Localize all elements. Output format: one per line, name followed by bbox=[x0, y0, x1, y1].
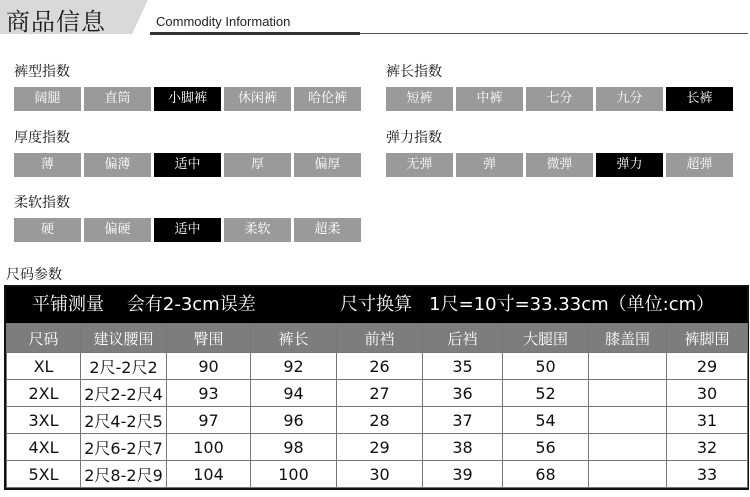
option-row bbox=[14, 153, 364, 177]
table-cell: 2尺-2尺2 bbox=[81, 353, 167, 380]
option-elasticity-0: 无弹 bbox=[386, 153, 453, 177]
table-cell: 100 bbox=[167, 434, 251, 461]
option-thickness-2: 适中 bbox=[154, 153, 221, 177]
group-softness bbox=[14, 193, 364, 242]
size-section-title: 尺码参数 bbox=[6, 267, 62, 283]
column-header: 裤长 bbox=[251, 324, 337, 353]
option-elasticity-1: 弹 bbox=[456, 153, 523, 177]
table-cell: 37 bbox=[423, 407, 503, 434]
measurement-banner bbox=[6, 287, 747, 323]
option-elasticity-3: 弹力 bbox=[596, 153, 663, 177]
option-pants-length-2: 七分 bbox=[526, 87, 593, 111]
header-tab bbox=[0, 0, 138, 34]
option-row bbox=[14, 87, 364, 111]
group-pants-length bbox=[386, 62, 736, 111]
table-row bbox=[7, 380, 748, 407]
table-cell: 98 bbox=[251, 434, 337, 461]
option-pants-length-1: 中裤 bbox=[456, 87, 523, 111]
option-pants-type-4: 哈伦裤 bbox=[294, 87, 361, 111]
option-pants-type-1: 直筒 bbox=[84, 87, 151, 111]
table-cell: 3XL bbox=[7, 407, 81, 434]
table-cell bbox=[589, 434, 667, 461]
table-cell: 90 bbox=[167, 353, 251, 380]
table-cell: 68 bbox=[503, 461, 589, 488]
group-label: 弹力指数 bbox=[386, 130, 442, 146]
header-subtitle: Commodity Information bbox=[156, 14, 291, 29]
table-cell: 36 bbox=[423, 380, 503, 407]
option-pants-type-3: 休闲裤 bbox=[224, 87, 291, 111]
option-softness-3: 柔软 bbox=[224, 218, 291, 242]
table-cell: 4XL bbox=[7, 434, 81, 461]
banner-note: 平铺测量 会有2-3cm误差 bbox=[32, 294, 256, 315]
table-row bbox=[7, 407, 748, 434]
option-softness-1: 偏硬 bbox=[84, 218, 151, 242]
table-cell: 35 bbox=[423, 353, 503, 380]
banner-conversion: 尺寸换算 1尺=10寸=33.33cm（单位:cm） bbox=[340, 294, 715, 315]
table-cell: 56 bbox=[503, 434, 589, 461]
column-header: 前裆 bbox=[337, 324, 423, 353]
column-header: 建议腰围 bbox=[81, 324, 167, 353]
table-cell: XL bbox=[7, 353, 81, 380]
table-cell: 97 bbox=[167, 407, 251, 434]
option-softness-2: 适中 bbox=[154, 218, 221, 242]
table-cell: 2XL bbox=[7, 380, 81, 407]
table-cell: 54 bbox=[503, 407, 589, 434]
table-cell: 33 bbox=[667, 461, 748, 488]
section-header bbox=[0, 0, 750, 40]
group-elasticity bbox=[386, 128, 736, 177]
size-table bbox=[6, 323, 748, 488]
column-header: 后裆 bbox=[423, 324, 503, 353]
option-thickness-4: 偏厚 bbox=[294, 153, 361, 177]
table-cell: 29 bbox=[667, 353, 748, 380]
option-pants-length-0: 短裤 bbox=[386, 87, 453, 111]
table-cell: 29 bbox=[337, 434, 423, 461]
option-thickness-1: 偏薄 bbox=[84, 153, 151, 177]
option-pants-type-0: 阔腿 bbox=[14, 87, 81, 111]
table-cell: 2尺6-2尺7 bbox=[81, 434, 167, 461]
table-cell: 32 bbox=[667, 434, 748, 461]
table-cell: 27 bbox=[337, 380, 423, 407]
group-label: 厚度指数 bbox=[14, 130, 70, 146]
group-pants-type bbox=[14, 62, 364, 111]
table-cell: 100 bbox=[251, 461, 337, 488]
option-thickness-3: 厚 bbox=[224, 153, 291, 177]
column-header: 大腿围 bbox=[503, 324, 589, 353]
table-cell: 2尺4-2尺5 bbox=[81, 407, 167, 434]
table-cell: 93 bbox=[167, 380, 251, 407]
option-elasticity-4: 超弹 bbox=[666, 153, 733, 177]
table-cell: 52 bbox=[503, 380, 589, 407]
table-row bbox=[7, 461, 748, 488]
table-cell bbox=[589, 380, 667, 407]
size-table-container bbox=[4, 285, 749, 490]
option-thickness-0: 薄 bbox=[14, 153, 81, 177]
table-cell: 50 bbox=[503, 353, 589, 380]
option-pants-length-3: 九分 bbox=[596, 87, 663, 111]
table-row bbox=[7, 353, 748, 380]
option-pants-length-4: 长裤 bbox=[666, 87, 733, 111]
option-elasticity-2: 微弹 bbox=[526, 153, 593, 177]
column-header: 臀围 bbox=[167, 324, 251, 353]
table-cell bbox=[589, 461, 667, 488]
option-softness-0: 硬 bbox=[14, 218, 81, 242]
header-divider bbox=[132, 0, 148, 34]
option-row bbox=[386, 87, 736, 111]
column-header: 裤脚围 bbox=[667, 324, 748, 353]
table-cell: 39 bbox=[423, 461, 503, 488]
table-cell: 30 bbox=[667, 380, 748, 407]
group-thickness bbox=[14, 128, 364, 177]
table-row bbox=[7, 434, 748, 461]
option-row bbox=[386, 153, 736, 177]
option-pants-type-2: 小脚裤 bbox=[154, 87, 221, 111]
table-cell: 92 bbox=[251, 353, 337, 380]
table-cell: 2尺2-2尺4 bbox=[81, 380, 167, 407]
table-cell bbox=[589, 353, 667, 380]
table-cell bbox=[589, 407, 667, 434]
column-header: 尺码 bbox=[7, 324, 81, 353]
table-cell: 5XL bbox=[7, 461, 81, 488]
group-label: 裤型指数 bbox=[14, 64, 70, 80]
table-cell: 28 bbox=[337, 407, 423, 434]
header-rule bbox=[150, 33, 748, 34]
table-cell: 30 bbox=[337, 461, 423, 488]
table-cell: 104 bbox=[167, 461, 251, 488]
table-cell: 38 bbox=[423, 434, 503, 461]
group-label: 裤长指数 bbox=[386, 64, 442, 80]
table-cell: 96 bbox=[251, 407, 337, 434]
column-header: 膝盖围 bbox=[589, 324, 667, 353]
table-cell: 2尺8-2尺9 bbox=[81, 461, 167, 488]
table-header-row bbox=[7, 324, 748, 353]
option-row bbox=[14, 218, 364, 242]
table-cell: 31 bbox=[667, 407, 748, 434]
group-label: 柔软指数 bbox=[14, 195, 70, 211]
table-cell: 26 bbox=[337, 353, 423, 380]
header-title: 商品信息 bbox=[6, 8, 106, 36]
option-softness-4: 超柔 bbox=[294, 218, 361, 242]
table-cell: 94 bbox=[251, 380, 337, 407]
